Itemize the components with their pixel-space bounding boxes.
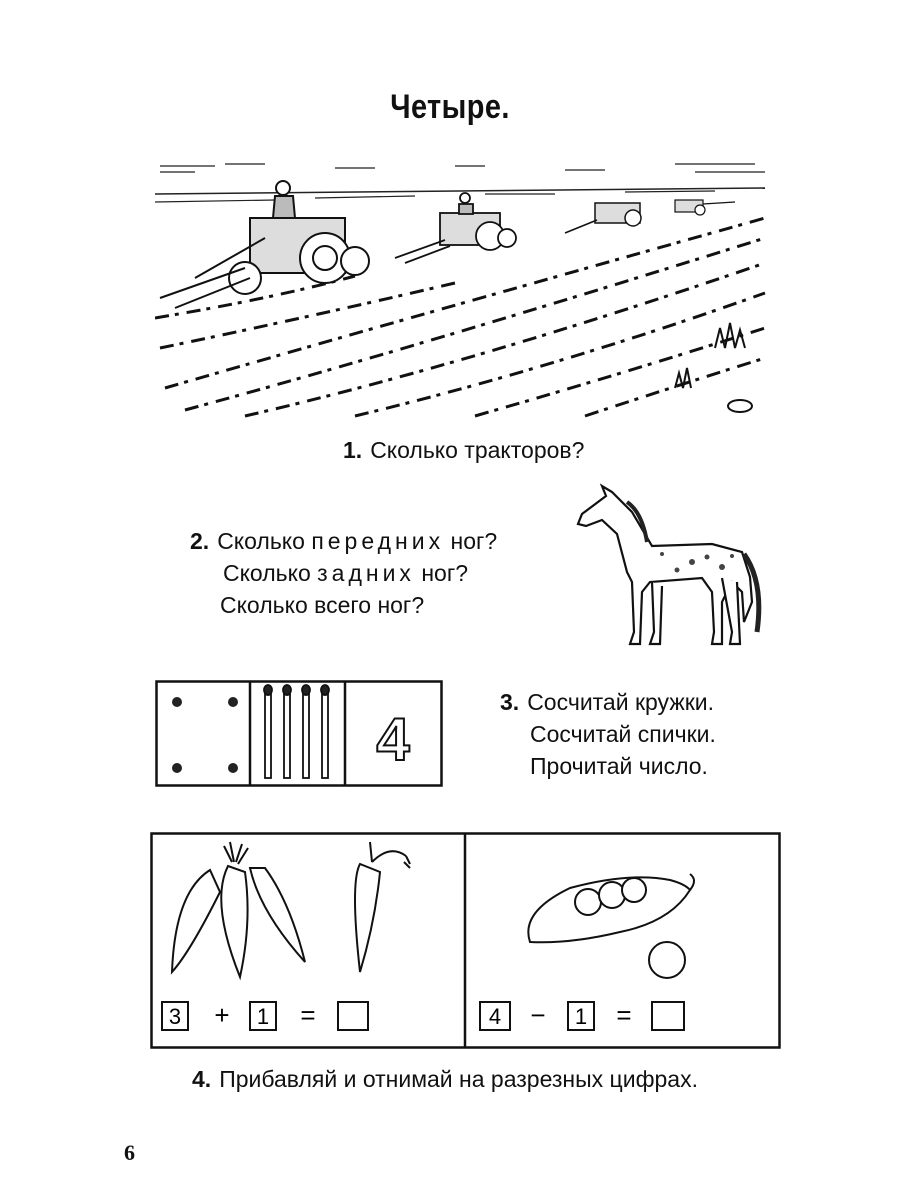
question-2-line-2 [190,557,497,589]
horse-illustration [572,482,772,652]
question-2-line-1-end: ног? [444,528,498,554]
right-equation-b: 1 [574,1004,588,1029]
question-2 [190,525,497,621]
question-1 [343,434,584,466]
left-equation-equals: = [300,1000,316,1030]
single-pea-illustration [649,942,685,978]
question-3-line-1 [500,686,716,718]
question-3-number: 3. [500,689,520,715]
tractor-4 [675,200,735,215]
tractor-3 [565,203,641,233]
question-2-line-3: Сколько всего ног? [220,592,425,618]
question-3-line-1-text: Сосчитай кружки. [527,689,715,715]
tractors-field-illustration [155,158,770,420]
card-digit: 4 [376,706,410,773]
page-title: Четыре. [390,88,510,126]
question-1-number: 1. [343,437,363,463]
question-3-line-3: Прочитай число. [530,753,708,779]
question-2-front-word: передних [311,528,445,554]
question-4 [192,1063,698,1095]
left-equation-operator: + [214,1000,230,1030]
question-4-number: 4. [192,1066,212,1092]
question-2-number: 2. [190,528,210,554]
left-equation-a: 3 [168,1004,182,1029]
question-2-line-1-start: Сколько [217,528,312,554]
counting-card [155,680,445,788]
question-4-text: Прибавляй и отнимай на разрезных цифрах. [219,1066,698,1092]
question-2-line-2-start: Сколько [223,560,318,586]
question-3 [500,686,716,782]
right-equation-operator: − [530,1000,546,1030]
question-3-line-2: Сосчитай спички. [530,721,716,747]
left-equation-b: 1 [256,1004,270,1029]
page-number: 6 [124,1140,135,1165]
question-2-line-2-end: ног? [414,560,469,586]
tractor-2 [395,193,516,263]
right-equation-equals: = [616,1000,632,1030]
arithmetic-panel [150,832,782,1050]
question-2-line-1 [190,525,497,557]
right-equation-a: 4 [488,1004,502,1029]
question-2-back-word: задних [317,560,415,586]
question-1-text: Сколько тракторов? [370,437,585,463]
